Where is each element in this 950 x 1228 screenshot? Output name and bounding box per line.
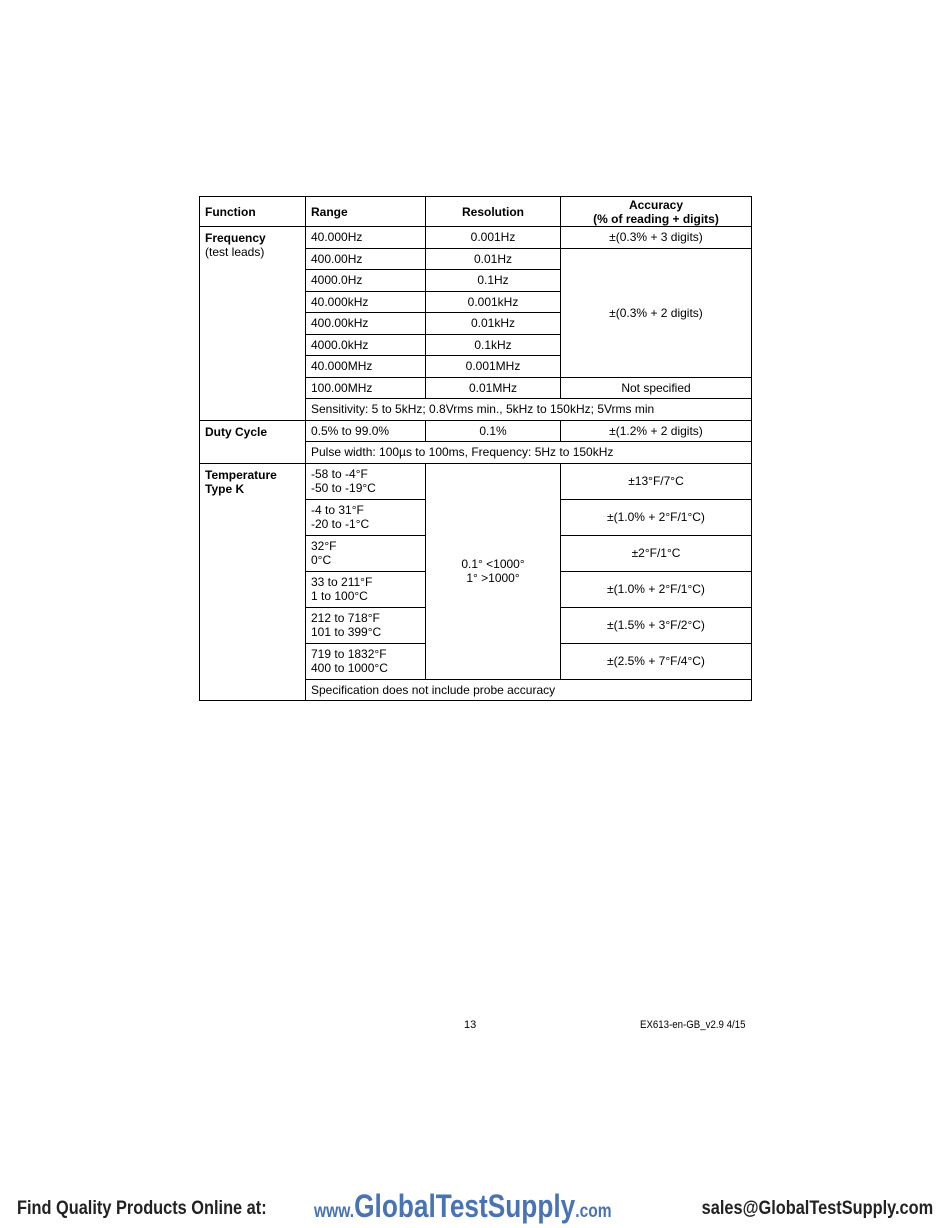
- accuracy-cell: ±(1.2% + 2 digits): [561, 420, 752, 442]
- range-celsius: 1 to 100°C: [311, 589, 368, 603]
- accuracy-cell-group: ±(0.3% + 2 digits): [561, 248, 752, 377]
- resolution-cell-temperature: [426, 463, 561, 679]
- function-name: Frequency: [205, 231, 266, 245]
- footer-email-link[interactable]: sales@GlobalTestSupply.com: [701, 1198, 933, 1219]
- accuracy-cell: ±(0.3% + 3 digits): [561, 227, 752, 249]
- duty-cycle-note: Pulse width: 100µs to 100ms, Frequency: 5Hz to 150kHz: [306, 442, 752, 464]
- resolution-cell: 0.1Hz: [426, 270, 561, 292]
- function-name: Duty Cycle: [205, 424, 268, 439]
- header-range: Range: [306, 197, 426, 227]
- range-fahrenheit: -58 to -4°F: [311, 467, 368, 481]
- site-suffix: .com: [575, 1201, 612, 1222]
- range-cell: 400.00kHz: [306, 313, 426, 335]
- accuracy-cell: ±(1.0% + 2°F/1°C): [561, 571, 752, 607]
- header-function: Function: [200, 197, 306, 227]
- range-fahrenheit: 719 to 1832°F: [311, 647, 387, 661]
- resolution-cell: 0.01MHz: [426, 377, 561, 399]
- range-celsius: -50 to -19°C: [311, 481, 376, 495]
- page-number: 13: [464, 1019, 477, 1031]
- site-main: GlobalTestSupply: [354, 1188, 576, 1224]
- resolution-cell: 0.1%: [426, 420, 561, 442]
- range-cell: 40.000kHz: [306, 291, 426, 313]
- resolution-cell: 0.001Hz: [426, 227, 561, 249]
- range-cell: [306, 607, 426, 643]
- page-footer: [0, 1188, 950, 1228]
- range-fahrenheit: 212 to 718°F: [311, 611, 380, 625]
- function-cell-frequency: [200, 227, 306, 421]
- range-celsius: 400 to 1000°C: [311, 661, 388, 675]
- resolution-line1: 0.1° <1000°: [461, 557, 525, 571]
- resolution-line2: 1° >1000°: [466, 571, 520, 585]
- table-row: [200, 227, 752, 249]
- resolution-cell: 0.1kHz: [426, 334, 561, 356]
- function-cell-temperature: [200, 463, 306, 701]
- table-row: [200, 463, 752, 499]
- footer-tagline: Find Quality Products Online at:: [17, 1198, 267, 1219]
- range-cell: 4000.0kHz: [306, 334, 426, 356]
- footer-website-link[interactable]: [314, 1188, 612, 1225]
- resolution-cell: 0.01kHz: [426, 313, 561, 335]
- range-fahrenheit: 33 to 211°F: [311, 575, 373, 589]
- resolution-cell: 0.001kHz: [426, 291, 561, 313]
- range-cell: [306, 463, 426, 499]
- range-cell: [306, 571, 426, 607]
- range-cell: 100.00MHz: [306, 377, 426, 399]
- resolution-cell: 0.001MHz: [426, 356, 561, 378]
- range-cell: 40.000Hz: [306, 227, 426, 249]
- range-cell: 40.000MHz: [306, 356, 426, 378]
- range-cell: [306, 535, 426, 571]
- temperature-note: Specification does not include probe accuracy: [306, 679, 752, 701]
- range-celsius: 101 to 399°C: [311, 625, 382, 639]
- document-reference: EX613-en-GB_v2.9 4/15: [640, 1019, 746, 1031]
- range-fahrenheit: -4 to 31°F: [311, 503, 364, 517]
- header-accuracy-line1: Accuracy: [628, 197, 684, 212]
- range-celsius: 0°C: [311, 553, 332, 567]
- accuracy-cell: ±13°F/7°C: [561, 463, 752, 499]
- resolution-cell: 0.01Hz: [426, 248, 561, 270]
- accuracy-cell: ±(1.5% + 3°F/2°C): [561, 607, 752, 643]
- range-cell: 400.00Hz: [306, 248, 426, 270]
- header-accuracy-line2: (% of reading + digits): [593, 211, 719, 226]
- function-name-sub: Type K: [205, 481, 245, 496]
- accuracy-cell: ±2°F/1°C: [561, 535, 752, 571]
- range-cell: [306, 643, 426, 679]
- function-name: Temperature: [205, 467, 277, 482]
- header-row: [200, 197, 752, 227]
- frequency-note: Sensitivity: 5 to 5kHz; 0.8Vrms min., 5kHz to 150kHz; 5Vrms min: [306, 399, 752, 421]
- accuracy-cell: ±(2.5% + 7°F/4°C): [561, 643, 752, 679]
- range-celsius: -20 to -1°C: [311, 517, 370, 531]
- accuracy-cell: Not specified: [561, 377, 752, 399]
- function-sub: (test leads): [205, 245, 265, 259]
- range-fahrenheit: 32°F: [311, 539, 337, 553]
- range-cell: 4000.0Hz: [306, 270, 426, 292]
- site-prefix: www.: [314, 1201, 355, 1222]
- range-cell: 0.5% to 99.0%: [306, 420, 426, 442]
- accuracy-cell: ±(1.0% + 2°F/1°C): [561, 499, 752, 535]
- range-cell: [306, 499, 426, 535]
- header-accuracy: [561, 197, 752, 227]
- header-resolution: Resolution: [426, 197, 561, 227]
- specification-table: [199, 196, 752, 701]
- function-cell-duty-cycle: [200, 420, 306, 463]
- table-row: [200, 420, 752, 442]
